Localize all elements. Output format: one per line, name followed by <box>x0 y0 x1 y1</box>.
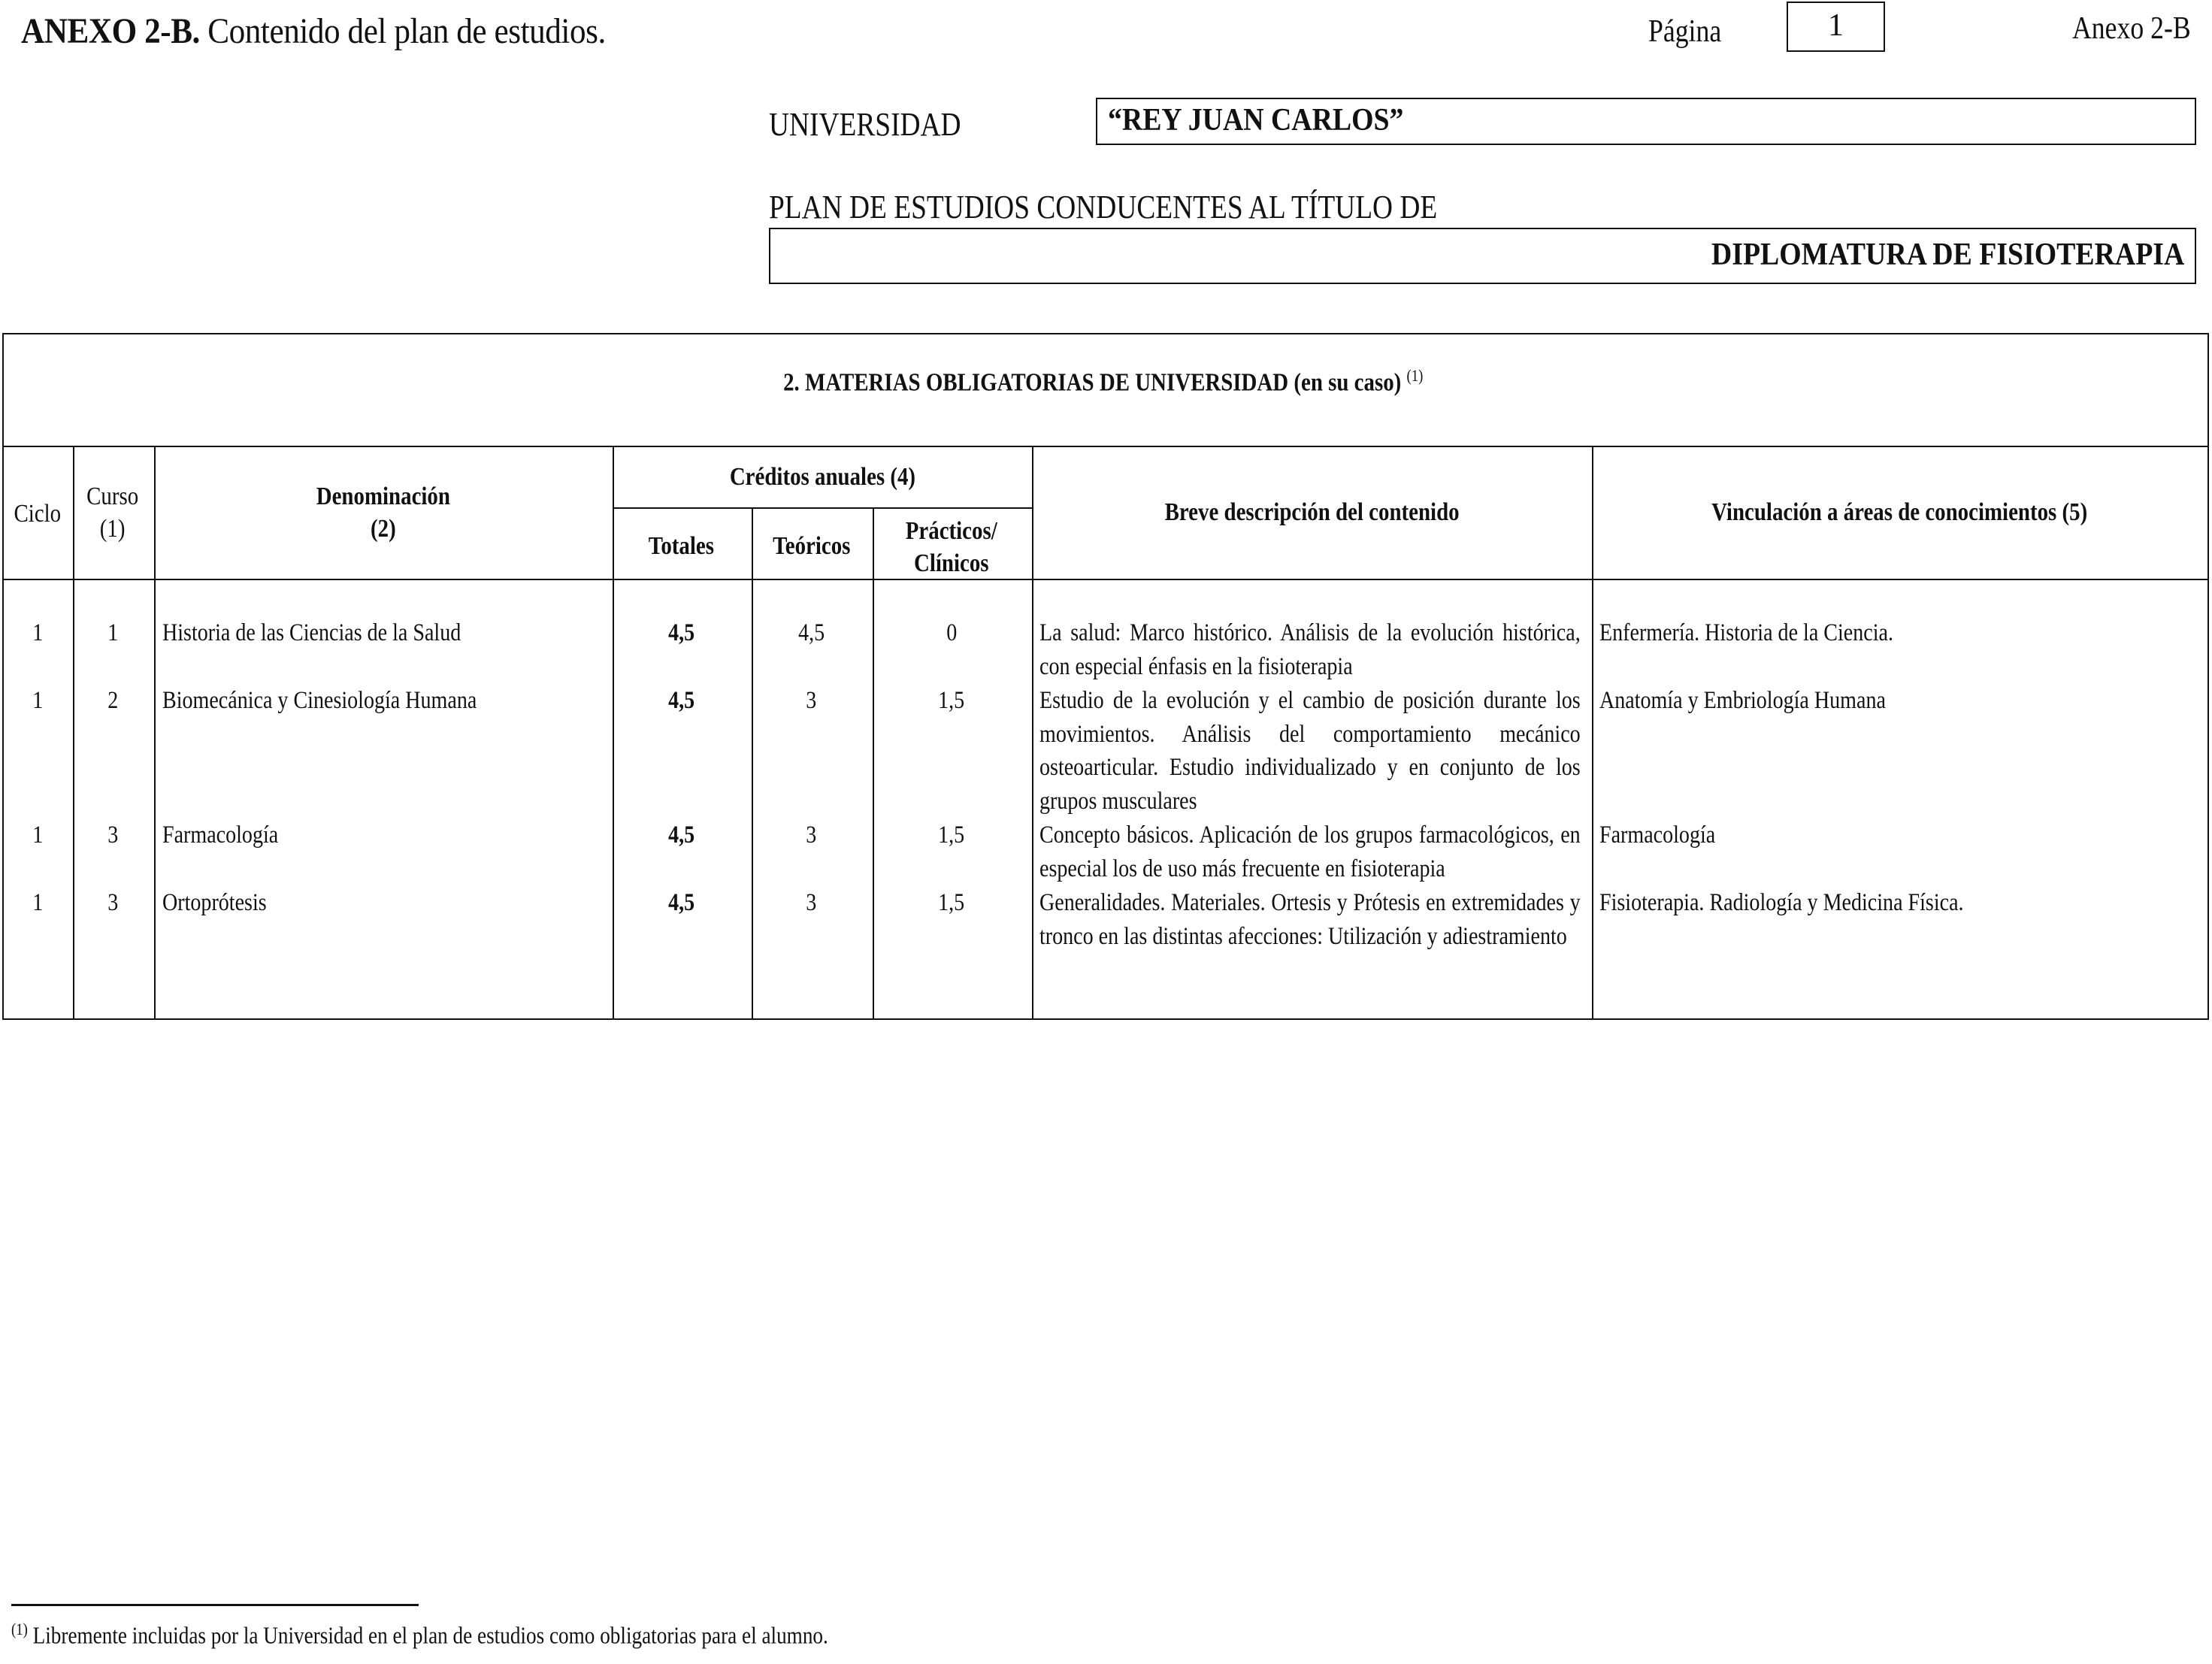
degree-field <box>769 228 2196 284</box>
row1-vinculacion: Enfermería. Historia de la Ciencia. <box>1599 619 1893 646</box>
row2-teoricos: 3 <box>806 687 817 714</box>
header-clinicos-label: Clínicos <box>914 549 989 577</box>
header-ciclo: Ciclo <box>14 500 62 528</box>
row3-descripcion: Concepto básicos. Aplicación de los grupos farmacológicos, en especial los de uso más frecuente en fisioterapia <box>1039 821 1581 882</box>
header-denominacion-label: Denominación <box>316 483 451 510</box>
row3-denominacion: Farmacología <box>162 821 279 849</box>
row4-totales: 4,5 <box>667 889 695 916</box>
row2-descripcion: Estudio de la evolución y el cambio de posición durante los movimientos. Análisis del comportamiento mecánico osteoarticular. Estudio individualizado y en conjunto de los grupos musculares <box>1039 687 1581 815</box>
anexo-subtitle: Contenido del plan de estudios. <box>207 11 606 51</box>
section-note-mark: (1) <box>1406 366 1424 385</box>
table-divider <box>614 507 1033 509</box>
header-vinculacion: Vinculación a áreas de conocimientos (5) <box>1711 498 2088 526</box>
row1-denominacion: Historia de las Ciencias de la Salud <box>162 619 461 646</box>
table-divider <box>1032 446 1033 1020</box>
university-value: “REY JUAN CARLOS” <box>1108 103 1404 138</box>
row3-totales: 4,5 <box>667 821 695 849</box>
section-title-text: 2. MATERIAS OBLIGATORIAS DE UNIVERSIDAD (en su caso) <box>783 368 1402 397</box>
row4-teoricos: 3 <box>806 889 817 916</box>
header-practicos-label: Prácticos/ <box>906 517 997 545</box>
row2-vinculacion: Anatomía y Embriología Humana <box>1599 687 1886 714</box>
header-creditos: Créditos anuales (4) <box>729 463 915 491</box>
table-divider <box>1592 446 1593 1020</box>
page-label: Página <box>1648 14 1722 49</box>
row1-descripcion: La salud: Marco histórico. Análisis de la evolución histórica, con especial énfasis en la fisioterapia <box>1039 619 1581 680</box>
table-divider <box>4 579 2207 580</box>
row1-practicos: 0 <box>946 619 958 646</box>
anexo-reference: Anexo 2-B <box>2072 11 2191 46</box>
row1-curso: 1 <box>107 619 119 646</box>
row2-practicos: 1,5 <box>938 687 965 714</box>
row1-totales: 4,5 <box>667 619 695 646</box>
row1-ciclo: 1 <box>32 619 44 646</box>
header-totales: Totales <box>648 532 715 560</box>
university-field <box>1096 98 2196 145</box>
footnote-text: Libremente incluidas por la Universidad en el plan de estudios como obligatorias para el alumno. <box>32 1621 828 1649</box>
footnote-mark: (1) <box>11 1620 28 1638</box>
row3-vinculacion: Farmacología <box>1599 821 1716 849</box>
header-denominacion <box>154 481 613 545</box>
header-practicos <box>873 516 1030 579</box>
document-title <box>21 11 606 52</box>
row3-ciclo: 1 <box>32 821 44 849</box>
page-number-box: 1 <box>1787 2 1885 52</box>
table-divider <box>752 507 753 1020</box>
plan-label: PLAN DE ESTUDIOS CONDUCENTES AL TÍTULO DE <box>769 189 1438 225</box>
row4-curso: 3 <box>107 889 119 916</box>
footnote-rule <box>11 1604 419 1606</box>
degree-value: DIPLOMATURA DE FISIOTERAPIA <box>1711 237 2184 272</box>
row1-teoricos: 4,5 <box>797 619 825 646</box>
footnote <box>11 1620 828 1650</box>
row4-denominacion: Ortoprótesis <box>162 889 267 916</box>
header-curso <box>73 481 153 545</box>
row3-practicos: 1,5 <box>938 821 965 849</box>
row4-vinculacion: Fisioterapia. Radiología y Medicina Física. <box>1599 889 1964 916</box>
table-divider <box>4 446 2207 447</box>
section-title <box>0 366 2207 397</box>
university-label: UNIVERSIDAD <box>769 106 961 143</box>
header-teoricos: Teóricos <box>772 532 851 560</box>
row3-teoricos: 3 <box>806 821 817 849</box>
row4-descripcion: Generalidades. Materiales. Ortesis y Prótesis en extremidades y tronco en las distintas afecciones: Utilización y adiestramiento <box>1039 889 1581 950</box>
table-divider <box>873 507 874 1020</box>
row4-practicos: 1,5 <box>938 889 965 916</box>
row2-totales: 4,5 <box>667 687 695 714</box>
row2-ciclo: 1 <box>32 687 44 714</box>
header-curso-note: (1) <box>100 514 126 543</box>
anexo-label: ANEXO 2-B. <box>21 11 200 51</box>
header-curso-label: Curso <box>86 483 139 510</box>
row2-denominacion: Biomecánica y Cinesiología Humana <box>162 687 477 714</box>
row2-curso: 2 <box>107 687 119 714</box>
header-denominacion-note: (2) <box>371 514 396 543</box>
header-descripcion: Breve descripción del contenido <box>1164 498 1460 526</box>
row3-curso: 3 <box>107 821 119 849</box>
row4-ciclo: 1 <box>32 889 44 916</box>
